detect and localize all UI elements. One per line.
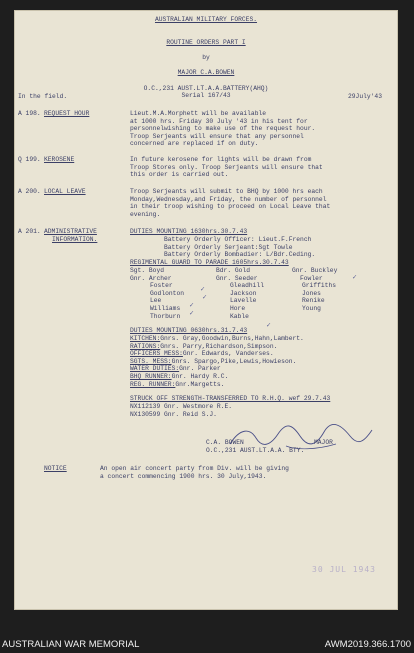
- list-item: REG. RUNNER:Gnr.Margetts.: [130, 380, 225, 388]
- list-item: RATIONS:Gnrs. Parry,Richardson,Simpson.: [130, 342, 278, 350]
- order-number: A 200.: [18, 188, 41, 195]
- duties-heading: DUTIES MOUNTING 1630hrs.30.7.43: [130, 228, 248, 235]
- table-row: Godlonton Jackson Jones: [150, 289, 321, 297]
- guard-roster: [130, 267, 390, 320]
- check-mark-icon: ✓: [189, 310, 195, 317]
- list-item: SGTS. MESS:Gnrs. Spargo,Pike,Lewis,Howieson.: [130, 357, 297, 365]
- footer-bar: [0, 637, 414, 653]
- guard-heading: REGIMENTAL GUARD TO PARADE 1605hrs.30.7.43: [130, 259, 289, 266]
- table-row: Williams Hore Young: [150, 304, 321, 312]
- by-line: by: [202, 54, 210, 61]
- table-row: Lee Lavelle Renike: [150, 297, 325, 305]
- order-title: ADMINISTRATIVE: [44, 228, 97, 235]
- check-mark-icon: ✓: [352, 274, 358, 281]
- duties2-list: [130, 335, 304, 388]
- check-mark-icon: ✓: [200, 286, 206, 293]
- notice-body: An open air concert party from Div. will be giving a concert commencing 1900 hrs. 30 July,1943.: [100, 465, 289, 480]
- list-item: WATER DUTIES:Gnr. Parker: [130, 365, 221, 373]
- order-number: Q 199.: [18, 156, 41, 163]
- duty-list: Battery Orderly Officer: Lieut.F.French Battery Orderly Serjeant:Sgt Towle Battery Orderly Bombadier: L/Bdr.Ceding.: [164, 236, 316, 259]
- signature-unit: O.C.,231 AUST.LT.A.A. BTY.: [206, 447, 305, 454]
- struck-off-heading: STRUCK OFF STRENGTH-TRANSFERRED TO R.H.Q. wef 29.7.43: [130, 395, 331, 402]
- location-text: In the field.: [18, 93, 68, 100]
- footer-institution: AUSTRALIAN WAR MEMORIAL: [2, 639, 140, 650]
- date-stamp: 30 JUL 1943: [312, 565, 376, 574]
- struck-off-list: NX112139 Gnr. Westmore R.E. NX130599 Gnr. Reid S.J.: [130, 403, 233, 418]
- check-mark-icon: ✓: [189, 302, 195, 309]
- table-row: Foster Gleadhill Griffiths: [150, 282, 337, 290]
- notice-label: NOTICE: [44, 465, 67, 472]
- order-title: LOCAL LEAVE: [44, 188, 86, 195]
- order-date: 29July'43: [347, 93, 382, 100]
- signature-rank: MAJOR: [314, 439, 333, 446]
- document-title: AUSTRALIAN MILITARY FORCES.: [154, 16, 258, 23]
- order-body: Lieut.M.A.Morphett will be available at 1000 hrs. Friday 30 July '43 in his tent for personnelwishing to make use of the request hour. Troop Serjeants will ensure that any personnel concerned are replaced if on duty.: [130, 110, 316, 148]
- table-row: Gnr. Archer Gnr. Seeder Fowler: [130, 274, 323, 282]
- unit-title: O.C.,231 AUST.LT.A.A.BATTERY(AHQ): [143, 85, 269, 92]
- serial-number: Serial 167/43: [181, 92, 231, 99]
- order-body: Troop Serjeants will submit to BHQ by 1000 hrs each Monday,Wednesday,and Friday, the number of personnel in their troop wishing to proceed on Local Leave that evening.: [130, 188, 331, 218]
- duties2-heading: DUTIES MOUNTING 0630hrs.31.7.43: [130, 327, 248, 334]
- document-page: [14, 10, 398, 610]
- order-title: REQUEST HOUR: [44, 110, 90, 117]
- major-name: MAJOR C.A.BOWEN: [177, 69, 235, 76]
- footer-accession-number: AWM2019.366.1700: [324, 639, 411, 650]
- order-title-continued: INFORMATION.: [52, 236, 98, 243]
- signature-name: C.A. BOWEN: [206, 439, 244, 446]
- order-number: A 201.: [18, 228, 41, 235]
- order-body: In future kerosene for lights will be drawn from Troop Stores only. Troop Serjeants will ensure that this order is carried out.: [130, 156, 323, 179]
- document-subtitle: ROUTINE ORDERS PART I: [166, 39, 246, 46]
- order-title: KEROSENE: [44, 156, 75, 163]
- list-item: KITCHEN:Gnrs. Gray,Goodwin,Burns,Hahn,Lambert.: [130, 335, 304, 342]
- list-item: BHQ RUNNER:Gnr. Hardy R.C.: [130, 372, 229, 380]
- check-mark-icon: ✓: [202, 294, 208, 301]
- table-row: Sgt. Boyd Bdr. Gold Gnr. Buckley: [130, 267, 338, 274]
- order-number: A 198.: [18, 110, 41, 117]
- table-row: Thorburn Kable: [150, 312, 249, 320]
- list-item: OFFICERS MESS:Gnr. Edwards, Vanderses.: [130, 350, 274, 358]
- check-mark-icon: ✓: [266, 322, 272, 329]
